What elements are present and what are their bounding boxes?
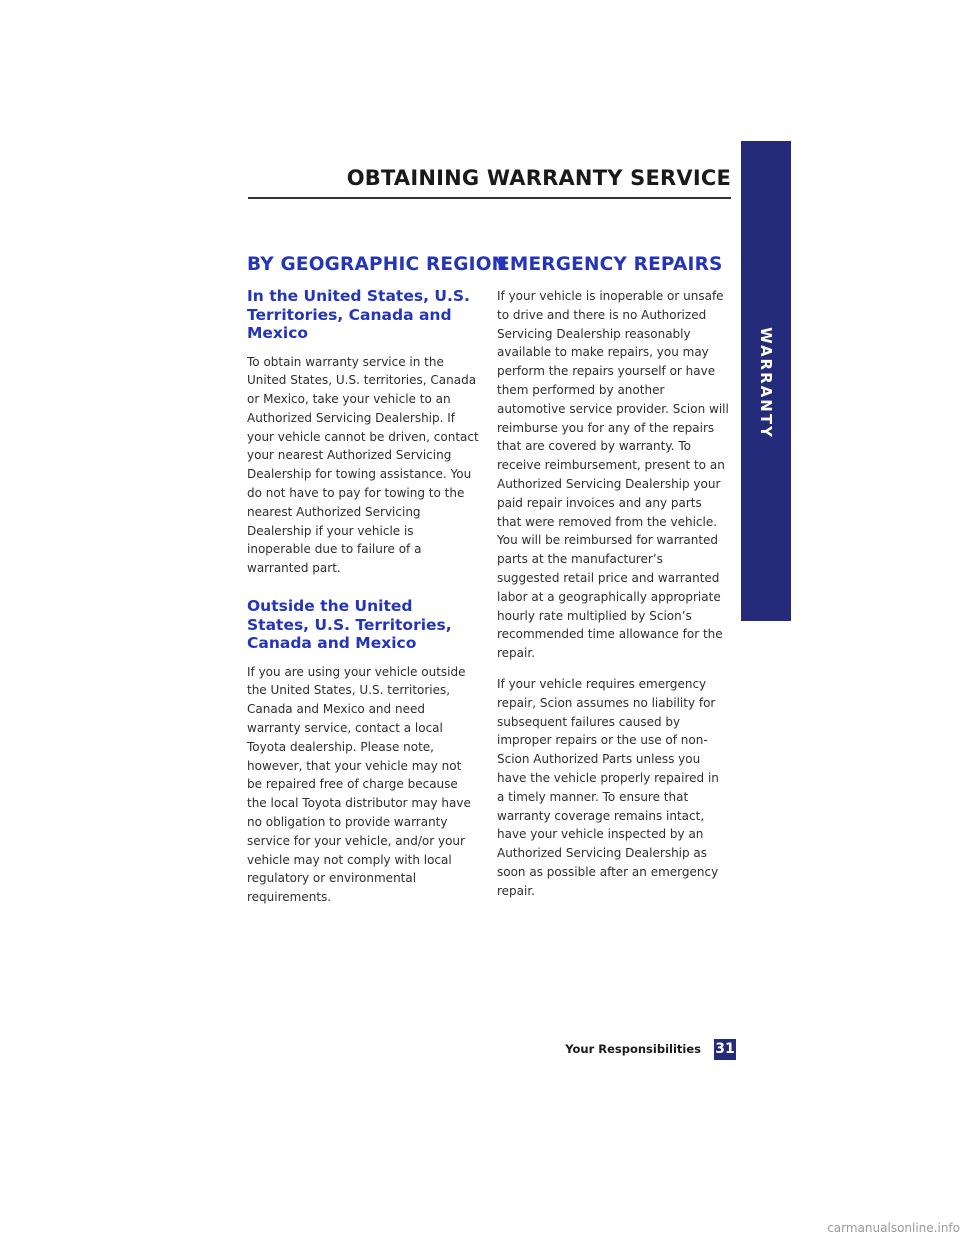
right-column: [497, 254, 729, 913]
left-column: [247, 254, 508, 926]
subheading-outside-us: Outside the United States, U.S. Territories, Canada and Mexico: [247, 597, 452, 653]
watermark-text: carmanualsonline.info: [827, 1221, 960, 1235]
page-number: 31: [714, 1039, 736, 1060]
header-divider: [248, 197, 731, 199]
paragraph-outside-us: If you are using your vehicle outside the United States, U.S. territories, Canada and Mexico and need warranty service, contact a local Toyota dealership. Please note, however, that your vehicle may not be repaired free of charge because the local Toyota distributor may have no obligation to provide warranty service for your vehicle, and/or your vehicle may not comply with local regulatory or environmental requirements.: [247, 664, 471, 905]
section-heading-emergency-repairs: EMERGENCY REPAIRS: [497, 254, 723, 275]
footer-section-label: Your Responsibilities: [565, 1042, 701, 1056]
section-heading-geographic-region: BY GEOGRAPHIC REGION: [247, 254, 508, 275]
section-tab-label: [741, 327, 791, 439]
section-tab-text: WARRANTY: [757, 327, 775, 439]
paragraph-us-territories: To obtain warranty service in the United States, U.S. territories, Canada or Mexico, take your vehicle to an Authorized Servicing Dealership. If your vehicle cannot be driven, contact your nearest Authorized Servicing Dealership for towing assistance. You do not have to pay for towing to the nearest Authorized Servicing Dealership if your vehicle is inoperable due to failure of a warranted part.: [247, 354, 479, 576]
page-title: OBTAINING WARRANTY SERVICE: [346, 166, 731, 190]
paragraph-emergency-2: If your vehicle requires emergency repair, Scion assumes no liability for subsequent failures caused by improper repairs or the use of non-Scion Authorized Parts unless you have the vehicle properly repaired in a timely manner. To ensure that warranty coverage remains intact, have your vehicle inspected by an Authorized Servicing Dealership as soon as possible after an emergency repair.: [497, 676, 719, 898]
paragraph-emergency-1: If your vehicle is inoperable or unsafe to drive and there is no Authorized Servicing Dealership reasonably available to make repairs, you may perform the repairs yourself or have them performed by another automotive service provider. Scion will reimburse you for any of the repairs that are covered by warranty. To receive reimbursement, present to an Authorized Servicing Dealership your paid repair invoices and any parts that were removed from the vehicle. You will be reimbursed for warranted parts at the manufacturer’s suggested retail price and warranted labor at a geographically appropriate hourly rate multiplied by Scion’s recommended time allowance for the repair.: [497, 289, 729, 661]
subheading-us-territories: In the United States, U.S. Territories, Canada and Mexico: [247, 287, 470, 342]
